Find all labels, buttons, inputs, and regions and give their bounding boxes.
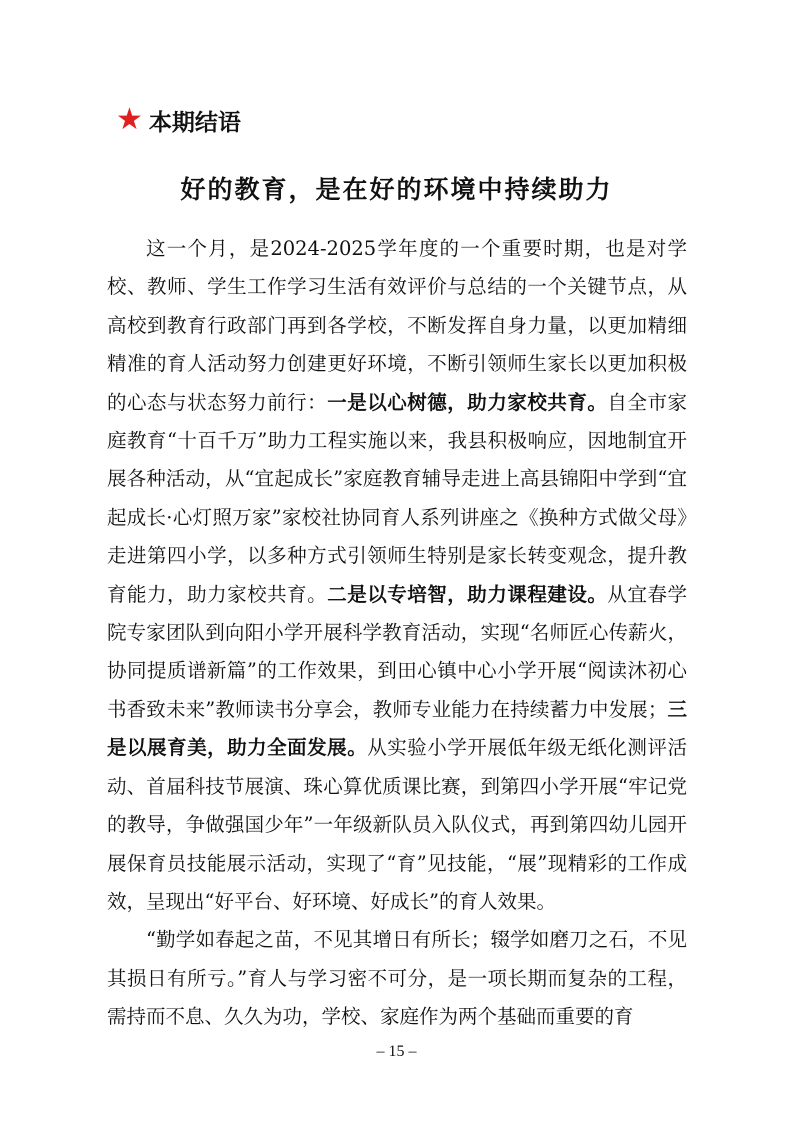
point-three-text: 从实验小学开展低年级无纸化测评活动、首届科技节展演、珠心算优质课比赛，到第四小学开展“牢记党的教导，争做强国少年”一年级新队员入队仪式，再到第四幼儿园开展保育员技能展示活动，实现了“育”见技能，“展”现精彩的工作成效，呈现出“好平台、好环境、好成长”的育人效果。 <box>107 736 687 913</box>
point-three-heading: 三是以展育美，助力全面发展。 <box>107 697 687 760</box>
point-two-text: 从宜春学院专家团队到向阳小学开展科学教育活动，实现“名师匠心传薪火，协同提质谱新篇”的工作效果，到田心镇中心小学开展“阅读沐初心 书香致未来”教师读书分享会，教师专业能力在持续蓄力中发展； <box>107 582 687 721</box>
point-two-heading: 二是以专培智，助力课程建设。 <box>327 582 608 606</box>
point-one-text: 自全市家庭教育“十百千万”助力工程实施以来，我县积极响应，因地制宜开展各种活动，从“宜起成长”家庭教育辅导走进上高县锦阳中学到“宜起成长·心灯照万家”家校社协同育人系列讲座之《换种方式做父母》走进第四小学，以多种方式引领师生特别是家长转变观念，提升教育能力，助力家校共育。 <box>107 390 687 606</box>
star-icon: ★ <box>116 102 143 137</box>
point-one-heading: 一是以心树德，助力家校共育。 <box>327 390 608 414</box>
paragraph-1 <box>107 230 687 921</box>
section-header <box>116 103 241 137</box>
article-title: 好的教育，是在好的环境中持续助力 <box>180 175 613 204</box>
paragraph-1-intro: 这一个月，是2024-2025学年度的一个重要时期，也是对学校、教师、学生工作学习生活有效评价与总结的一个关键节点，从高校到教育行政部门再到各学校，不断发挥自身力量，以更加精细精准的育人活动努力创建更好环境，不断引领师生家长以更加积极的心态与状态努力前行： <box>107 237 687 414</box>
section-title: 本期结语 <box>148 109 241 136</box>
page-number: – 15 – <box>376 1043 417 1060</box>
article-body <box>107 230 687 1037</box>
paragraph-2: “勤学如春起之苗，不见其增日有所长；辍学如磨刀之石，不见其损日有所亏。”育人与学习密不可分，是一项长期而复杂的工程，需持而不息、久久为功，学校、家庭作为两个基础而重要的育 <box>107 928 687 1029</box>
